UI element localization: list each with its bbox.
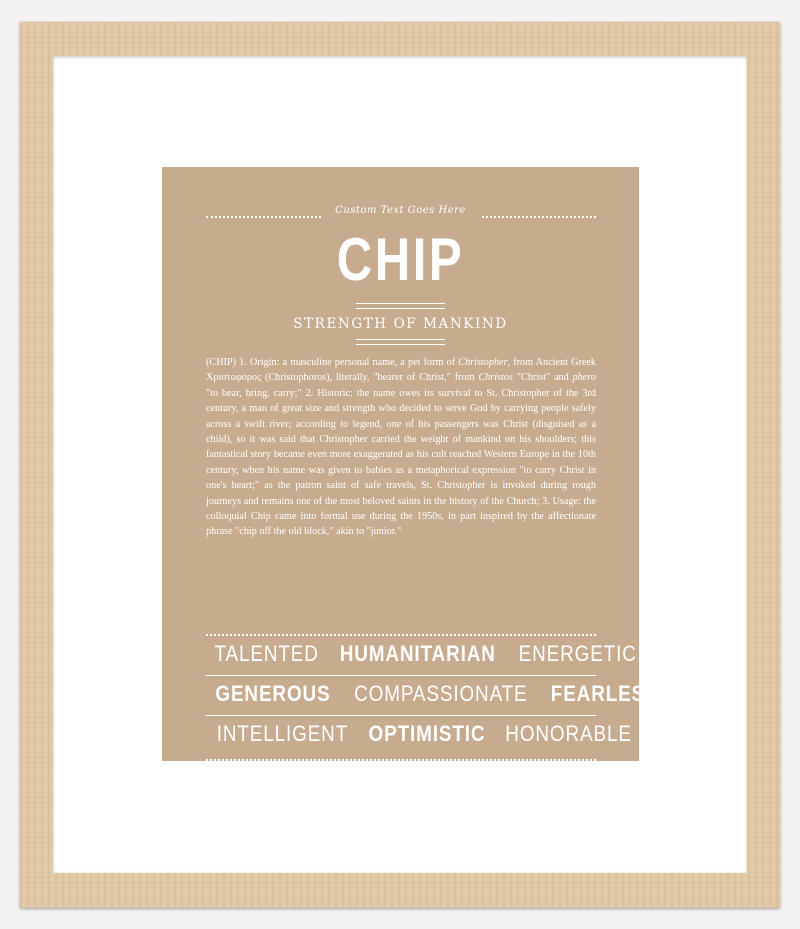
custom-text: Custom Text Goes Here	[335, 205, 466, 216]
name-title: CHIP	[336, 226, 465, 293]
traits-dotted-divider-bottom	[206, 759, 596, 761]
definition-text-italic: Christopher	[458, 357, 508, 368]
name-meaning: STRENGTH OF MANKIND	[293, 316, 508, 332]
trait-row-2	[206, 681, 659, 707]
name-underline-top	[356, 303, 445, 304]
trait-word: HUMANITARIAN	[339, 641, 497, 666]
definition-text: "to bear, bring, carry;" 2. Historic: the name owes its survival to St. Christopher of the 3rd century, a man of great size and strength who decided to serve God by carrying people safely across a swift river; according to legend, one of his passengers was Christ (disguised as a child), so it was said that Christopher carried the weight of mankind on his shoulders; this fantastical story became even more exaggerated as his cult reached Western Europe in the 10th century, when his name was given to babies as a metaphorical expression "to carry Christ in one's heart;" as the patron saint of safe travels, St. Christopher is invoked during rough journeys and remains one of the most beloved saints in the history of the Church; 3. Usage: the colloquial Chip came into formal use during the 1950s, in part inspired by the affectionate phrase "chip off the old block," akin to "junior."	[206, 387, 596, 538]
trait-row-separator	[206, 675, 596, 676]
definition-text-italic: Christos	[478, 372, 513, 384]
trait-word: ENERGETIC	[518, 641, 637, 666]
definition-text: (CHIP) 1. Origin: a masculine personal name, a pet form of	[206, 357, 459, 368]
trait-word: GENEROUS	[215, 681, 331, 706]
meaning-underline-top	[356, 339, 445, 340]
name-definition	[206, 355, 596, 540]
definition-text: , from Ancient Greek Χριστοφορος (Christophoros), literally, "bearer of Christ," from	[206, 357, 596, 384]
definition-text-italic: phero	[572, 372, 596, 384]
trait-word: HONORABLE	[505, 721, 632, 746]
trait-word: INTELLIGENT	[216, 721, 349, 746]
name-underline-bottom	[356, 308, 445, 309]
trait-row-separator	[206, 715, 596, 716]
dotted-divider-left	[206, 216, 321, 218]
traits-dotted-divider-top	[206, 634, 596, 636]
trait-word: COMPASSIONATE	[354, 681, 528, 706]
dotted-divider-right	[482, 216, 596, 218]
frame-mat	[53, 56, 747, 873]
trait-word: TALENTED	[214, 641, 319, 666]
name-print	[162, 167, 659, 761]
definition-text: "Christ" and	[512, 372, 573, 384]
trait-word: OPTIMISTIC	[368, 721, 486, 746]
trait-row-1	[206, 641, 637, 667]
trait-word: FEARLESS	[550, 681, 659, 706]
meaning-underline-bottom	[356, 344, 445, 345]
picture-frame	[20, 22, 780, 908]
trait-row-3	[206, 721, 632, 747]
